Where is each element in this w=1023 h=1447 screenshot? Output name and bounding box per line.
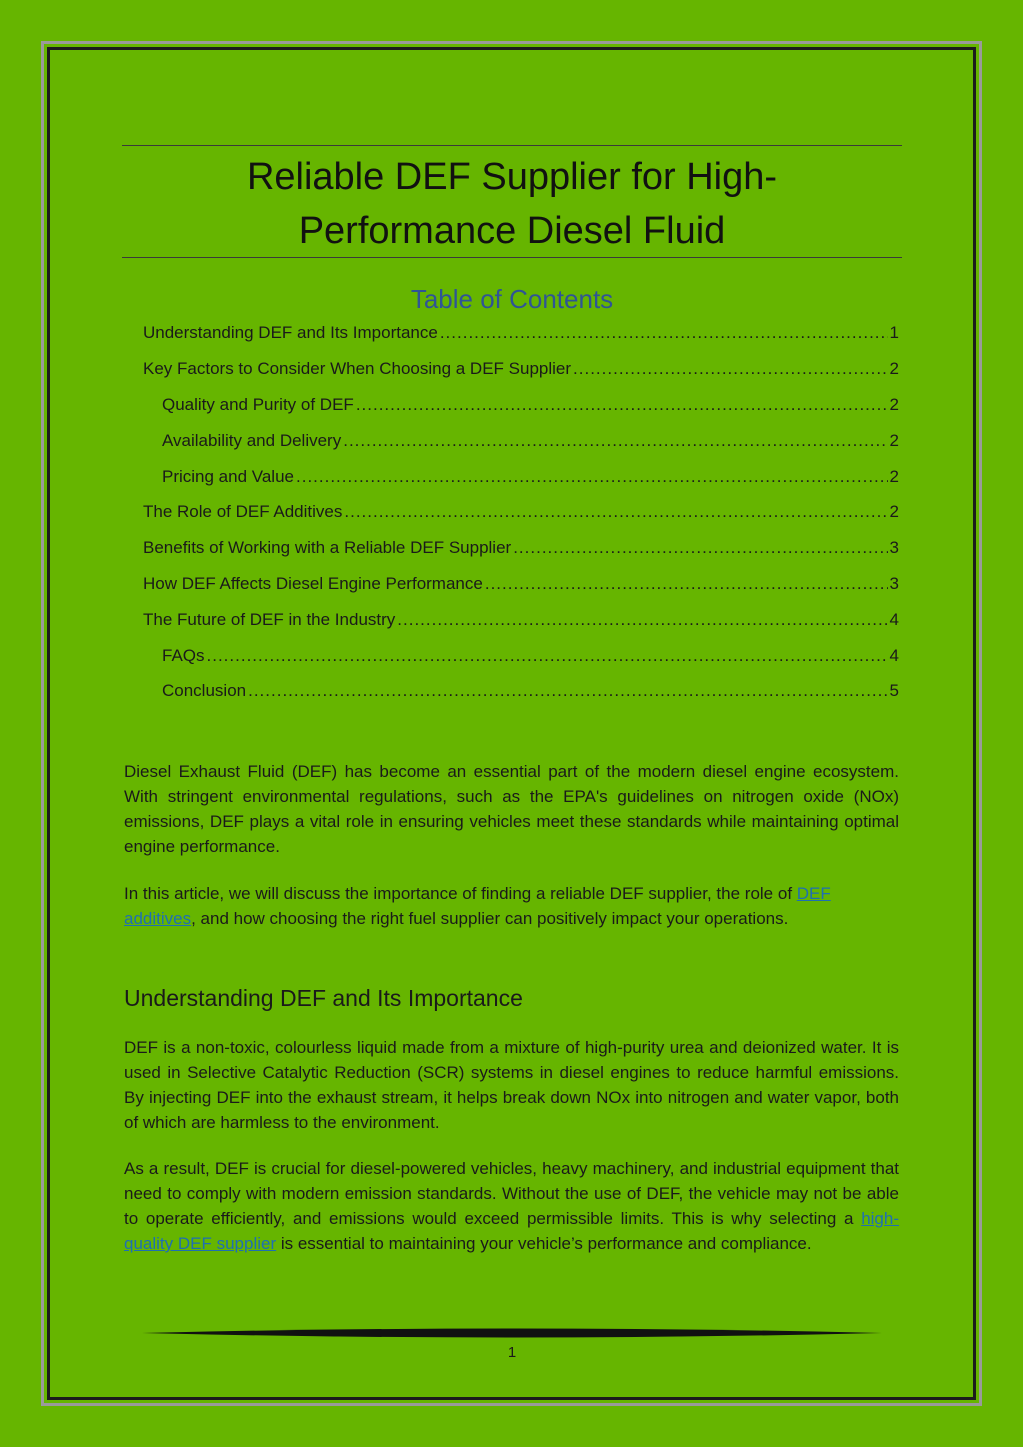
toc-entry-label: Availability and Delivery — [162, 431, 342, 450]
document-title — [122, 150, 902, 258]
toc-entry-label: The Future of DEF in the Industry — [143, 610, 396, 629]
toc-entry[interactable] — [143, 571, 899, 597]
toc-entry-label: Benefits of Working with a Reliable DEF Supplier — [143, 538, 512, 557]
toc-entry-page: 1 — [889, 323, 899, 342]
def-additives-link[interactable]: DEF additives — [124, 884, 831, 928]
toc-entry[interactable] — [143, 320, 899, 346]
title-top-rule — [122, 145, 902, 146]
toc-entry[interactable] — [143, 607, 899, 633]
intro-paragraph: Diesel Exhaust Fluid (DEF) has become an essential part of the modern diesel engine ecosystem. With stringent environmental regulations, such as the EPA's guidelines on nitrogen oxide (NOx) emissions, DEF plays a vital role in ensuring vehicles meet these standards while maintaining optimal engine performance. — [124, 762, 899, 856]
title-bottom-rule — [122, 257, 902, 258]
toc-entry-page: 3 — [889, 538, 899, 557]
toc-leader-dots — [343, 428, 887, 454]
toc-leader-dots — [397, 607, 887, 633]
section-heading: Understanding DEF and Its Importance — [124, 985, 523, 1011]
toc-leader-dots — [296, 464, 888, 490]
toc-entry[interactable] — [143, 356, 899, 382]
toc-entry[interactable] — [162, 392, 899, 418]
toc-entry[interactable] — [162, 643, 899, 669]
toc-entry-page: 2 — [889, 467, 899, 486]
toc-entry[interactable] — [162, 428, 899, 454]
article-text-before-link: In this article, we will discuss the importance of finding a reliable DEF supplier, the role of — [124, 884, 797, 903]
toc-entry-page: 5 — [889, 681, 899, 700]
toc-leader-dots — [207, 643, 888, 669]
def-paragraph: DEF is a non-toxic, colourless liquid made from a mixture of high-purity urea and deionized water. It is used in Selective Catalytic Reduction (SCR) systems in diesel engines to reduce harmful emissions. By injecting DEF into the exhaust stream, it helps break down NOx into nitrogen and water vapor, both of which are harmless to the environment. — [124, 1038, 899, 1132]
result-paragraph — [124, 1156, 899, 1256]
toc-heading: Table of Contents — [410, 284, 614, 314]
document-title-line-2: Performance Diesel Fluid — [298, 210, 726, 252]
result-text-after-link: is essential to maintaining your vehicle’s performance and compliance. — [276, 1234, 812, 1253]
toc-entry-label: Conclusion — [162, 681, 247, 700]
toc-leader-dots — [513, 535, 887, 561]
toc-leader-dots — [248, 678, 887, 704]
toc-leader-dots — [573, 356, 888, 382]
page-number: 1 — [507, 1344, 517, 1361]
toc-entry-label: Quality and Purity of DEF — [162, 395, 354, 414]
toc-entry[interactable] — [143, 499, 899, 525]
toc-entry-page: 2 — [889, 502, 899, 521]
toc-entry[interactable] — [143, 535, 899, 561]
result-text-before-link: As a result, DEF is crucial for diesel-powered vehicles, heavy machinery, and industrial equipment that need to comply with modern emission standards. Without the use of DEF, the vehicle may not be able to operate efficiently, and emissions would exceed permissible limits. This is why selecting a — [124, 1159, 899, 1228]
toc-entry-page: 2 — [889, 359, 899, 378]
def-supplier-link[interactable]: high-quality DEF supplier — [124, 1209, 899, 1253]
toc-leader-dots — [344, 499, 887, 525]
toc-entry-label: Understanding DEF and Its Importance — [143, 323, 438, 342]
toc-entry-label: Key Factors to Consider When Choosing a DEF Supplier — [143, 359, 572, 378]
toc-entry-page: 4 — [889, 646, 899, 665]
toc-entry[interactable] — [162, 678, 899, 704]
toc-leader-dots — [440, 320, 888, 346]
footer-divider — [142, 1326, 882, 1340]
toc-entry-label: FAQs — [162, 646, 205, 665]
article-text-after-link: , and how choosing the right fuel supplier can positively impact your operations. — [191, 909, 789, 928]
toc-entry-page: 3 — [889, 574, 899, 593]
toc-entry[interactable] — [162, 464, 899, 490]
toc-leader-dots — [356, 392, 888, 418]
toc-entry-page: 2 — [889, 395, 899, 414]
toc-entry-label: The Role of DEF Additives — [143, 502, 343, 521]
toc-entry-page: 2 — [889, 431, 899, 450]
toc-entry-page: 4 — [889, 610, 899, 629]
document-title-line-1: Reliable DEF Supplier for High- — [246, 156, 778, 198]
article-paragraph — [124, 881, 899, 931]
toc-entry-label: Pricing and Value — [162, 467, 294, 486]
toc-leader-dots — [485, 571, 888, 597]
toc-entry-label: How DEF Affects Diesel Engine Performance — [143, 574, 483, 593]
